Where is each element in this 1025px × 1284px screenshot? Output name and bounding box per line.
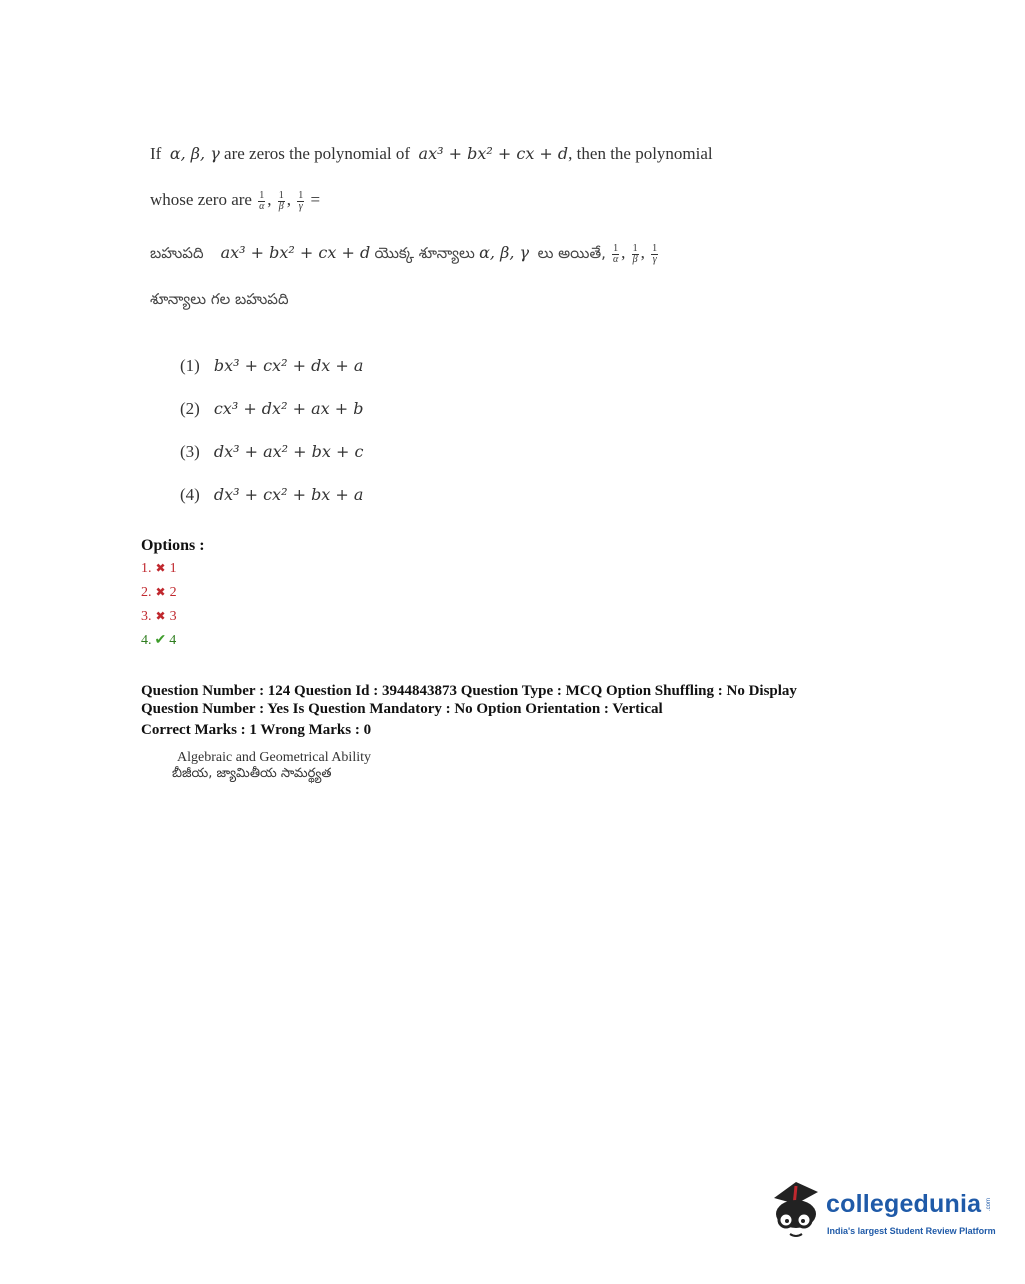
fraction-1-alpha-te: $\frac{1}{\alpha}$	[613, 242, 619, 265]
given-polynomial: ax³ + bx² + cx + d	[418, 144, 569, 163]
question-telugu-line-1: బహుపది ax³ + bx² + cx + d యొక్క శూన్యాలు α, β, γ లు అయితే, $\frac{1}{\alpha}$ , $\frac{1}{\beta}$ , $\frac{1}{\gamma}$	[150, 242, 658, 265]
option-3: 3. ✖ 3	[141, 609, 177, 624]
option-2: 2. ✖ 2	[141, 585, 177, 600]
section-label-telugu: బీజీయ, జ్యామితీయ సామర్థ్యత	[172, 766, 332, 781]
fraction-1-beta: $\frac{1}{\beta}$	[278, 189, 284, 212]
question-meta-line-2: Question Number : Yes Is Question Mandatory : No Option Orientation : Vertical	[141, 701, 663, 717]
fraction-1-gamma: $\frac{1}{\gamma}$	[298, 189, 304, 212]
checkmark-icon: ✔	[154, 633, 167, 648]
wrong-icon: ✖	[155, 609, 166, 623]
option-4: 4. ✔ 4	[141, 633, 177, 648]
question-meta-line-1: Question Number : 124 Question Id : 3944843873 Question Type : MCQ Option Shuffling : No Display	[141, 683, 797, 699]
roots-variables: α, β, γ	[169, 144, 220, 163]
choice-2: (2) cx³ + dx² + ax + b	[180, 399, 364, 418]
collegedunia-logo	[766, 1176, 996, 1248]
question-line-2: whose zero are $\frac{1}{\alpha}$ , $\frac{1}{\beta}$ , $\frac{1}{\gamma}$ =	[150, 189, 321, 212]
section-label-english: Algebraic and Geometrical Ability	[177, 750, 371, 765]
options-title: Options :	[141, 537, 205, 554]
wrong-icon: ✖	[155, 585, 166, 599]
logo-suffix: .com	[986, 1198, 992, 1212]
question-marks: Correct Marks : 1 Wrong Marks : 0	[141, 722, 372, 738]
choice-1: (1) bx³ + cx² + dx + a	[180, 356, 364, 375]
choice-3: (3) dx³ + ax² + bx + c	[180, 442, 364, 461]
question-line-1: If α, β, γ are zeros the polynomial of ax³ + bx² + cx + d, then the polynomial	[150, 144, 713, 163]
logo-wordmark: collegedunia	[826, 1190, 982, 1218]
fraction-1-beta-te: $\frac{1}{\beta}$	[632, 242, 638, 265]
logo-tagline: India's largest Student Review Platform	[827, 1226, 996, 1236]
wrong-icon: ✖	[155, 561, 166, 575]
mascot-icon	[766, 1176, 824, 1244]
fraction-1-alpha: $\frac{1}{\alpha}$	[259, 189, 265, 212]
option-1: 1. ✖ 1	[141, 561, 177, 576]
choice-4: (4) dx³ + cx² + bx + a	[180, 485, 364, 504]
fraction-1-gamma-te: $\frac{1}{\gamma}$	[652, 242, 658, 265]
question-telugu-line-2: శూన్యాలు గల బహుపది	[150, 290, 289, 308]
